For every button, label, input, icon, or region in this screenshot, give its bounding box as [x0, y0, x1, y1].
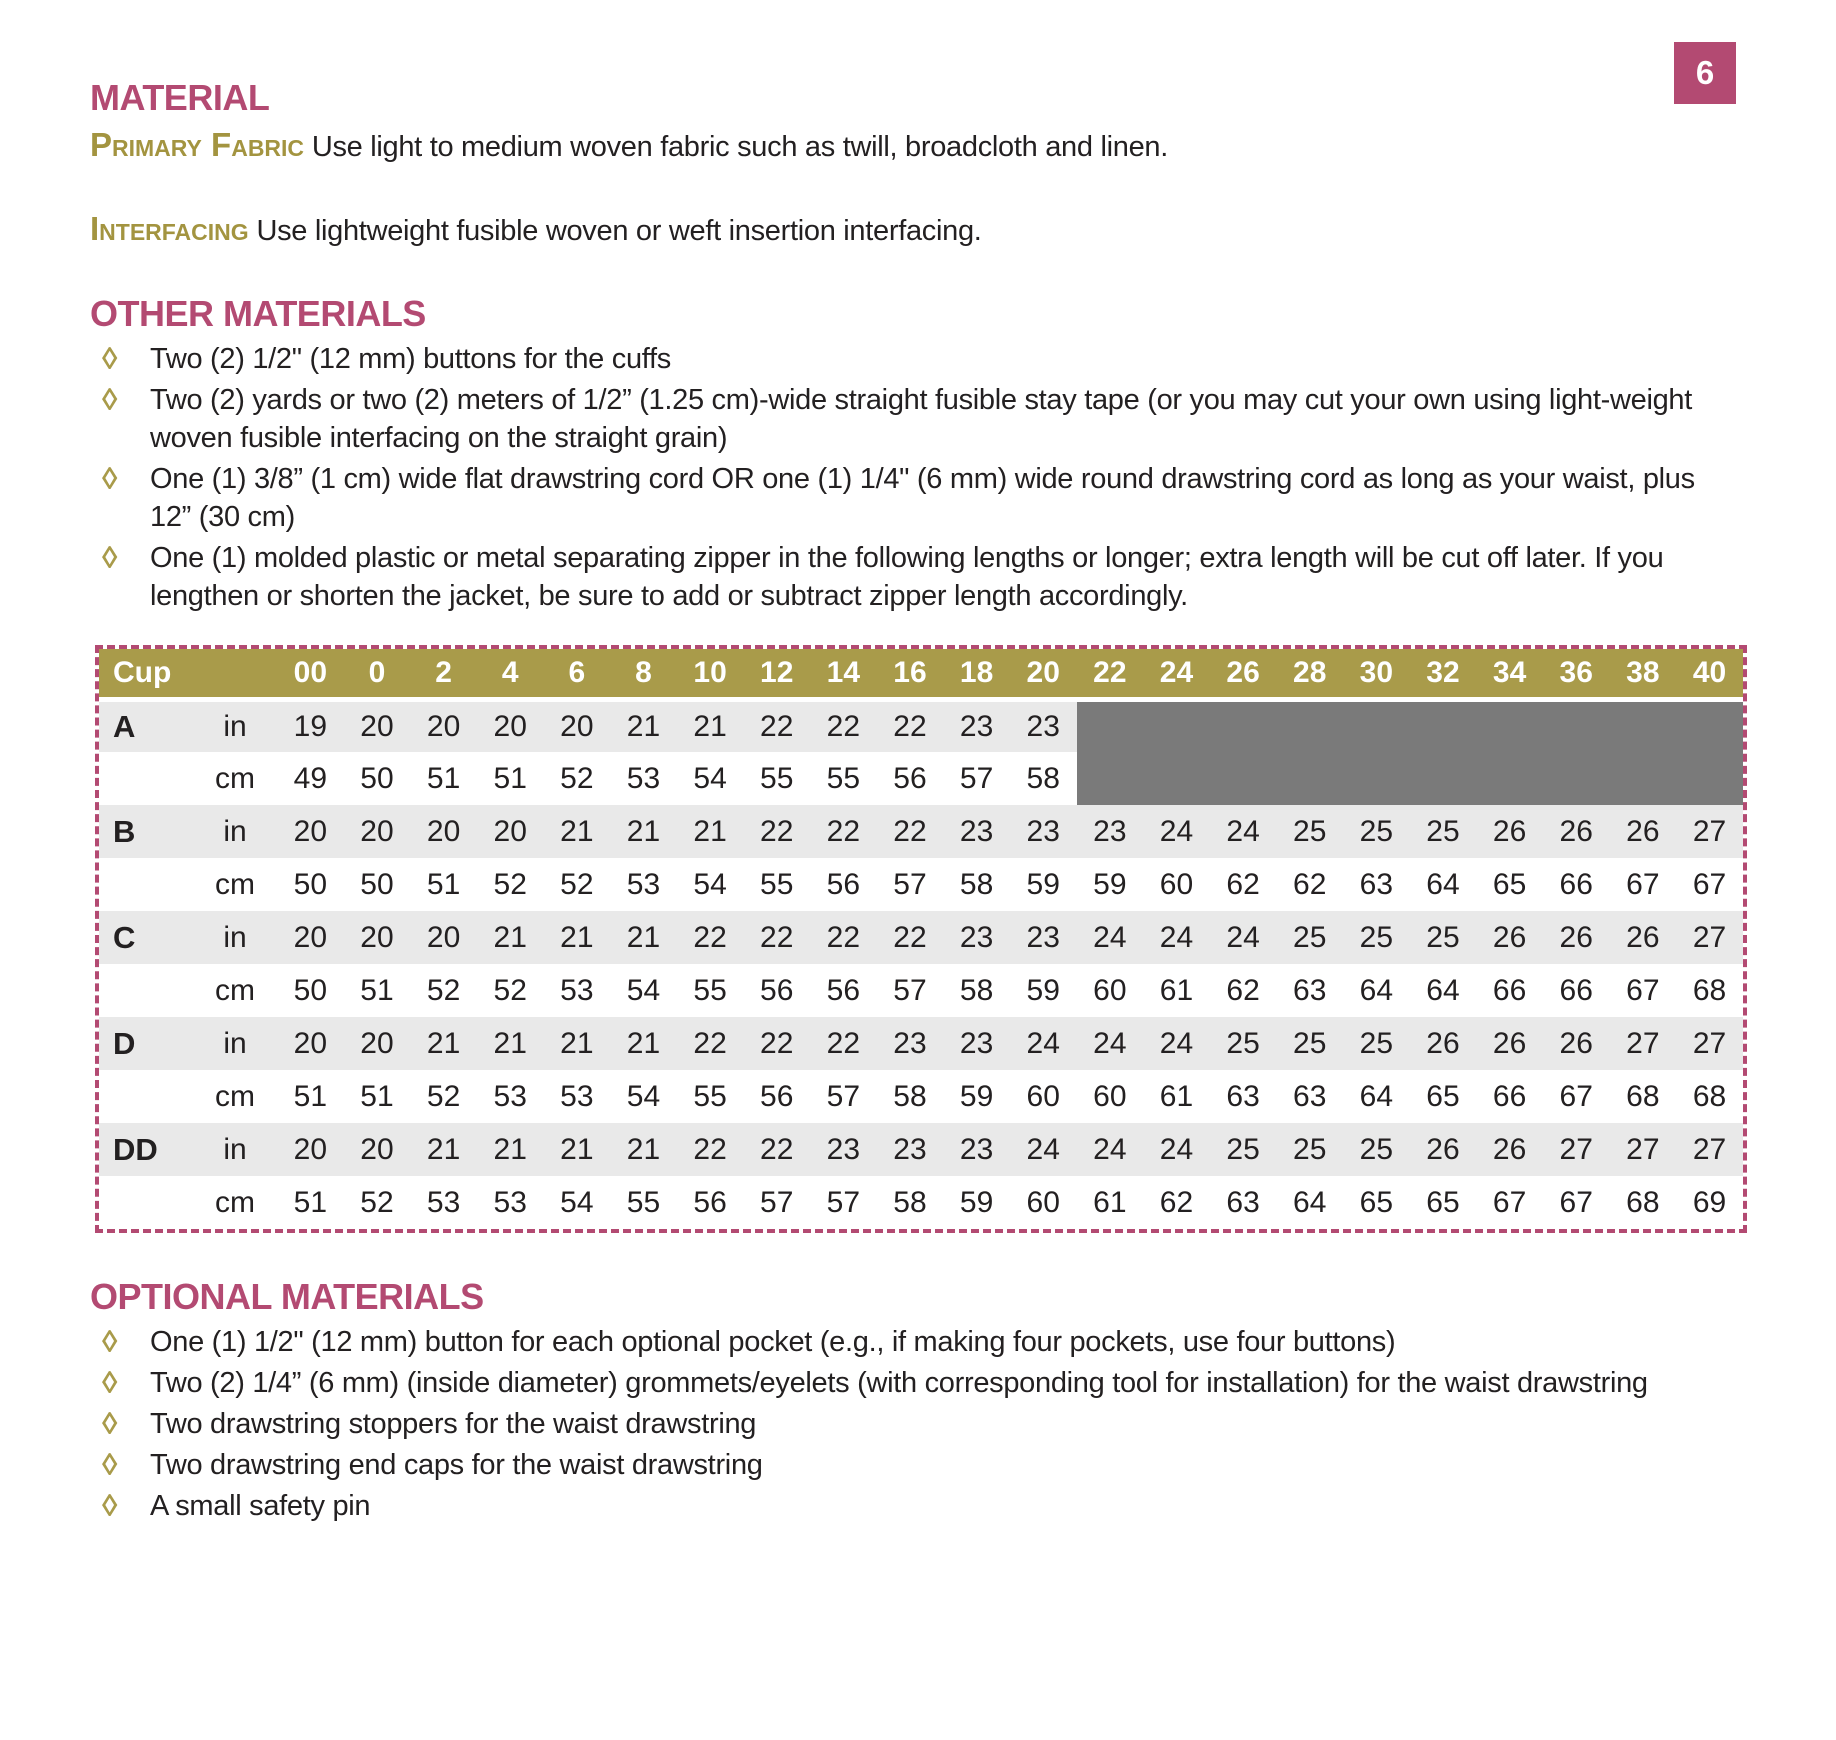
blocked-cell [1077, 699, 1743, 752]
size-table-row [99, 911, 1743, 964]
size-value-cell: 20 [560, 709, 594, 743]
size-value-cell: 55 [693, 973, 727, 1007]
size-value-cell: 61 [1093, 1185, 1127, 1219]
diamond-bullet-icon: ◊ [102, 1365, 118, 1400]
size-column-header: 0 [344, 649, 411, 699]
unit-cell: in [223, 1026, 247, 1060]
size-value-cell: 68 [1692, 973, 1727, 1007]
optional-materials-item-text: One (1) 1/2" (12 mm) button for each optional pocket (e.g., if making four pockets, use four buttons) [150, 1326, 1396, 1358]
size-value-cell: 61 [1159, 973, 1194, 1007]
size-value-cell: 53 [560, 973, 594, 1007]
size-value-cell: 53 [626, 867, 661, 901]
size-value-cell: 20 [493, 814, 527, 848]
size-value-cell: 51 [360, 973, 394, 1007]
size-value-cell: 20 [426, 709, 461, 743]
size-value-cell: 20 [360, 709, 394, 743]
size-column-header: 38 [1610, 649, 1677, 699]
size-value-cell: 19 [293, 709, 328, 743]
size-value-cell: 24 [1026, 1132, 1060, 1166]
size-value-cell: 23 [959, 814, 994, 848]
size-value-cell: 67 [1692, 867, 1727, 901]
size-value-cell: 67 [1559, 1079, 1593, 1113]
size-value-cell: 24 [1226, 920, 1260, 954]
size-value-cell: 52 [426, 1079, 461, 1113]
size-value-cell: 23 [959, 709, 994, 743]
size-value-cell: 51 [426, 761, 461, 795]
size-value-cell: 54 [560, 1185, 594, 1219]
size-value-cell: 49 [293, 761, 328, 795]
size-value-cell: 63 [1293, 973, 1327, 1007]
size-value-cell: 50 [360, 867, 394, 901]
size-value-cell: 25 [1293, 1026, 1327, 1060]
size-value-cell: 22 [760, 709, 794, 743]
size-value-cell: 21 [426, 1132, 461, 1166]
size-value-cell: 20 [360, 1132, 394, 1166]
size-value-cell: 23 [1093, 814, 1127, 848]
unit-cell: cm [215, 973, 255, 1007]
size-value-cell: 67 [1492, 1185, 1527, 1219]
other-materials-list [90, 340, 1744, 615]
size-value-cell: 55 [760, 761, 794, 795]
size-value-cell: 27 [1626, 1132, 1660, 1166]
size-value-cell: 66 [1559, 867, 1593, 901]
size-value-cell: 51 [360, 1079, 394, 1113]
unit-cell: cm [215, 761, 255, 795]
size-value-cell: 53 [626, 761, 661, 795]
other-materials-item [90, 340, 1730, 378]
size-value-cell: 66 [1492, 973, 1527, 1007]
other-materials-item-text: One (1) 3/8” (1 cm) wide flat drawstring cord OR one (1) 1/4" (6 mm) wide round drawstring cord as long as your waist, plus 12” (30 cm) [150, 463, 1695, 533]
size-value-cell: 64 [1359, 1079, 1394, 1113]
size-value-cell: 65 [1492, 867, 1527, 901]
primary-fabric-line [90, 126, 1744, 166]
size-column-header: 4 [477, 649, 544, 699]
size-value-cell: 23 [959, 1026, 994, 1060]
optional-materials-item-text: Two drawstring end caps for the waist drawstring [150, 1449, 763, 1481]
diamond-bullet-icon: ◊ [102, 461, 118, 496]
diamond-bullet-icon: ◊ [102, 1324, 118, 1359]
size-value-cell: 20 [360, 814, 394, 848]
size-value-cell: 60 [1026, 1185, 1060, 1219]
size-value-cell: 56 [826, 867, 861, 901]
size-value-cell: 24 [1159, 1132, 1194, 1166]
size-value-cell: 26 [1626, 920, 1660, 954]
diamond-bullet-icon: ◊ [102, 540, 118, 575]
size-value-cell: 57 [760, 1185, 794, 1219]
size-value-cell: 23 [1026, 920, 1060, 954]
cup-label-cell [99, 1176, 193, 1229]
size-value-cell: 24 [1093, 1132, 1127, 1166]
size-value-cell: 64 [1359, 973, 1394, 1007]
size-value-cell: 21 [626, 920, 661, 954]
size-value-cell: 23 [893, 1132, 927, 1166]
size-value-cell: 67 [1559, 1185, 1593, 1219]
size-value-cell: 25 [1426, 920, 1460, 954]
size-column-header: 36 [1543, 649, 1610, 699]
size-value-cell: 21 [493, 1026, 527, 1060]
size-column-header: 2 [410, 649, 477, 699]
size-value-cell: 20 [360, 1026, 394, 1060]
cup-label-cell: DD [113, 1131, 158, 1167]
size-value-cell: 54 [693, 867, 727, 901]
size-column-header: 30 [1343, 649, 1410, 699]
size-value-cell: 22 [693, 1026, 727, 1060]
size-value-cell: 26 [1492, 1132, 1527, 1166]
size-value-cell: 26 [1426, 1132, 1460, 1166]
size-value-cell: 51 [293, 1079, 328, 1113]
size-value-cell: 21 [693, 709, 727, 743]
size-column-header: 12 [743, 649, 810, 699]
size-value-cell: 21 [626, 1026, 661, 1060]
size-table-row [99, 1176, 1743, 1229]
diamond-bullet-icon: ◊ [102, 1488, 118, 1523]
size-value-cell: 62 [1226, 973, 1260, 1007]
size-value-cell: 25 [1226, 1132, 1260, 1166]
size-value-cell: 62 [1226, 867, 1260, 901]
size-table-row [99, 858, 1743, 911]
size-value-cell: 59 [959, 1185, 994, 1219]
size-column-header: 20 [1010, 649, 1077, 699]
size-value-cell: 25 [1359, 1132, 1394, 1166]
size-value-cell: 22 [760, 1132, 794, 1166]
size-table-row [99, 805, 1743, 858]
size-value-cell: 21 [626, 709, 661, 743]
size-value-cell: 60 [1159, 867, 1194, 901]
size-value-cell: 26 [1426, 1026, 1460, 1060]
size-value-cell: 22 [693, 1132, 727, 1166]
size-value-cell: 53 [493, 1079, 527, 1113]
interfacing-line [90, 210, 1744, 250]
unit-cell: cm [215, 1185, 255, 1219]
size-value-cell: 25 [1293, 1132, 1327, 1166]
size-value-cell: 22 [826, 920, 861, 954]
cup-header-cell: Cup [99, 649, 277, 699]
unit-cell: cm [215, 867, 255, 901]
size-value-cell: 50 [360, 761, 394, 795]
size-value-cell: 20 [360, 920, 394, 954]
size-value-cell: 52 [493, 867, 527, 901]
size-value-cell: 62 [1159, 1185, 1194, 1219]
size-value-cell: 27 [1692, 814, 1727, 848]
size-value-cell: 27 [1559, 1132, 1593, 1166]
optional-materials-item [90, 1364, 1730, 1402]
size-value-cell: 57 [893, 973, 927, 1007]
size-column-header: 40 [1676, 649, 1743, 699]
size-value-cell: 56 [826, 973, 861, 1007]
size-table-row [99, 1017, 1743, 1070]
size-value-cell: 65 [1426, 1079, 1460, 1113]
cup-label-cell [99, 752, 193, 805]
size-value-cell: 20 [293, 920, 328, 954]
size-value-cell: 25 [1426, 814, 1460, 848]
size-column-header: 24 [1143, 649, 1210, 699]
size-value-cell: 51 [293, 1185, 328, 1219]
cup-label-cell [99, 858, 193, 911]
cup-label-cell: B [113, 813, 136, 849]
size-value-cell: 22 [693, 920, 727, 954]
size-value-cell: 20 [293, 1026, 328, 1060]
size-value-cell: 50 [293, 973, 328, 1007]
size-value-cell: 23 [959, 1132, 994, 1166]
size-value-cell: 21 [626, 814, 661, 848]
size-value-cell: 66 [1492, 1079, 1527, 1113]
size-value-cell: 26 [1492, 920, 1527, 954]
blocked-cell [1077, 752, 1743, 805]
size-value-cell: 58 [893, 1079, 927, 1113]
size-value-cell: 56 [760, 973, 794, 1007]
size-value-cell: 60 [1093, 1079, 1127, 1113]
size-column-header: 34 [1476, 649, 1543, 699]
other-materials-item [90, 381, 1730, 457]
size-value-cell: 63 [1293, 1079, 1327, 1113]
size-value-cell: 25 [1293, 814, 1327, 848]
size-value-cell: 26 [1492, 1026, 1527, 1060]
size-value-cell: 58 [959, 973, 994, 1007]
optional-materials-item-text: Two drawstring stoppers for the waist drawstring [150, 1408, 757, 1440]
size-value-cell: 52 [493, 973, 527, 1007]
interfacing-label: Interfacing [90, 210, 249, 247]
size-value-cell: 21 [560, 1026, 594, 1060]
size-value-cell: 57 [893, 867, 927, 901]
size-value-cell: 26 [1626, 814, 1660, 848]
size-value-cell: 63 [1226, 1079, 1260, 1113]
page-number-badge: 6 [1674, 42, 1736, 104]
size-value-cell: 23 [1026, 709, 1060, 743]
size-value-cell: 20 [293, 814, 328, 848]
size-value-cell: 59 [959, 1079, 994, 1113]
size-value-cell: 23 [1026, 814, 1060, 848]
size-column-header: 32 [1410, 649, 1477, 699]
size-value-cell: 24 [1093, 920, 1127, 954]
size-value-cell: 59 [1026, 973, 1060, 1007]
size-value-cell: 23 [959, 920, 994, 954]
size-table-row [99, 752, 1743, 805]
size-value-cell: 20 [426, 814, 461, 848]
size-value-cell: 65 [1359, 1185, 1394, 1219]
size-value-cell: 23 [826, 1132, 861, 1166]
optional-materials-item [90, 1405, 1730, 1443]
optional-materials-list [90, 1323, 1744, 1525]
size-value-cell: 22 [893, 814, 927, 848]
size-value-cell: 54 [626, 1079, 661, 1113]
size-value-cell: 52 [426, 973, 461, 1007]
cup-label-cell [99, 1070, 193, 1123]
size-value-cell: 58 [1026, 761, 1060, 795]
size-value-cell: 27 [1626, 1026, 1660, 1060]
cup-label-cell: D [113, 1025, 136, 1061]
size-column-header: 00 [277, 649, 344, 699]
primary-fabric-text: Use light to medium woven fabric such as twill, broadcloth and linen. [311, 131, 1168, 163]
size-value-cell: 21 [626, 1132, 661, 1166]
size-value-cell: 66 [1559, 973, 1593, 1007]
size-value-cell: 68 [1692, 1079, 1727, 1113]
size-value-cell: 22 [760, 1026, 794, 1060]
size-value-cell: 54 [626, 973, 661, 1007]
size-value-cell: 57 [826, 1185, 861, 1219]
size-value-cell: 56 [760, 1079, 794, 1113]
size-column-header: 22 [1077, 649, 1144, 699]
size-value-cell: 22 [826, 709, 861, 743]
unit-cell: in [223, 1132, 247, 1166]
size-column-header: 16 [877, 649, 944, 699]
size-value-cell: 50 [293, 867, 328, 901]
optional-materials-item-text: A small safety pin [150, 1490, 371, 1522]
unit-cell: in [223, 814, 247, 848]
size-value-cell: 52 [560, 761, 594, 795]
size-table-row [99, 1070, 1743, 1123]
size-value-cell: 53 [493, 1185, 527, 1219]
size-value-cell: 24 [1026, 1026, 1060, 1060]
size-value-cell: 24 [1159, 814, 1194, 848]
size-value-cell: 63 [1359, 867, 1394, 901]
cup-label-cell: C [113, 919, 136, 955]
size-value-cell: 65 [1426, 1185, 1460, 1219]
size-value-cell: 24 [1226, 814, 1260, 848]
size-column-header: 18 [943, 649, 1010, 699]
size-value-cell: 60 [1093, 973, 1127, 1007]
size-value-cell: 53 [426, 1185, 461, 1219]
size-value-cell: 51 [493, 761, 527, 795]
interfacing-text: Use lightweight fusible woven or weft insertion interfacing. [256, 215, 982, 247]
size-column-header: 26 [1210, 649, 1277, 699]
diamond-bullet-icon: ◊ [102, 1406, 118, 1441]
size-column-header: 6 [544, 649, 611, 699]
size-value-cell: 21 [560, 814, 594, 848]
size-column-header: 14 [810, 649, 877, 699]
optional-materials-item-text: Two (2) 1/4” (6 mm) (inside diameter) grommets/eyelets (with corresponding tool for installation) for the waist drawstring [150, 1367, 1648, 1399]
size-value-cell: 24 [1093, 1026, 1127, 1060]
unit-cell: cm [215, 1079, 255, 1113]
size-value-cell: 20 [293, 1132, 328, 1166]
other-materials-item [90, 539, 1730, 615]
optional-materials-item [90, 1323, 1730, 1361]
size-value-cell: 21 [693, 814, 727, 848]
material-heading: MATERIAL [90, 77, 270, 118]
size-value-cell: 67 [1626, 973, 1660, 1007]
size-value-cell: 22 [760, 814, 794, 848]
size-value-cell: 59 [1093, 867, 1127, 901]
size-column-header: 10 [677, 649, 744, 699]
size-value-cell: 21 [493, 920, 527, 954]
size-value-cell: 22 [893, 709, 927, 743]
size-value-cell: 21 [560, 920, 594, 954]
optional-materials-item [90, 1446, 1730, 1484]
size-value-cell: 26 [1559, 920, 1593, 954]
optional-materials-item [90, 1487, 1730, 1525]
size-value-cell: 55 [626, 1185, 661, 1219]
size-value-cell: 64 [1426, 973, 1460, 1007]
size-table-header-row [99, 649, 1743, 699]
size-table-row [99, 964, 1743, 1017]
size-column-header: 8 [610, 649, 677, 699]
size-value-cell: 22 [893, 920, 927, 954]
size-value-cell: 57 [826, 1079, 861, 1113]
size-value-cell: 56 [893, 761, 927, 795]
size-value-cell: 52 [360, 1185, 394, 1219]
size-value-cell: 69 [1692, 1185, 1727, 1219]
size-value-cell: 22 [826, 814, 861, 848]
size-value-cell: 51 [426, 867, 461, 901]
size-value-cell: 68 [1626, 1079, 1660, 1113]
size-value-cell: 26 [1559, 814, 1593, 848]
size-value-cell: 27 [1692, 1026, 1727, 1060]
size-value-cell: 55 [693, 1079, 727, 1113]
size-value-cell: 55 [826, 761, 861, 795]
size-value-cell: 52 [560, 867, 594, 901]
size-value-cell: 56 [693, 1185, 727, 1219]
size-value-cell: 62 [1293, 867, 1327, 901]
size-value-cell: 61 [1159, 1079, 1194, 1113]
diamond-bullet-icon: ◊ [102, 1447, 118, 1482]
unit-cell: in [223, 920, 247, 954]
size-value-cell: 25 [1359, 814, 1394, 848]
size-value-cell: 54 [693, 761, 727, 795]
cup-size-table [95, 645, 1747, 1233]
size-value-cell: 58 [893, 1185, 927, 1219]
size-value-cell: 22 [760, 920, 794, 954]
other-materials-item-text: One (1) molded plastic or metal separating zipper in the following lengths or longer; extra length will be cut off later. If you lengthen or shorten the jacket, be sure to add or subtract zipper length accordingly. [150, 542, 1664, 612]
size-column-header: 28 [1276, 649, 1343, 699]
size-value-cell: 24 [1159, 920, 1194, 954]
size-value-cell: 63 [1226, 1185, 1260, 1219]
size-value-cell: 20 [426, 920, 461, 954]
size-value-cell: 25 [1359, 1026, 1394, 1060]
size-value-cell: 26 [1492, 814, 1527, 848]
cup-label-cell [99, 964, 193, 1017]
size-table [99, 649, 1743, 1229]
size-value-cell: 26 [1559, 1026, 1593, 1060]
size-table-row [99, 699, 1743, 752]
size-value-cell: 58 [959, 867, 994, 901]
size-value-cell: 57 [959, 761, 994, 795]
size-value-cell: 20 [493, 709, 527, 743]
other-materials-heading: OTHER MATERIALS [90, 293, 426, 334]
size-value-cell: 53 [560, 1079, 594, 1113]
size-value-cell: 21 [426, 1026, 461, 1060]
size-value-cell: 67 [1626, 867, 1660, 901]
other-materials-item-text: Two (2) 1/2" (12 mm) buttons for the cuffs [150, 343, 671, 375]
size-value-cell: 59 [1026, 867, 1060, 901]
optional-materials-heading: OPTIONAL MATERIALS [90, 1276, 484, 1317]
size-table-row [99, 1123, 1743, 1176]
diamond-bullet-icon: ◊ [102, 382, 118, 417]
size-value-cell: 64 [1426, 867, 1460, 901]
size-value-cell: 23 [893, 1026, 927, 1060]
other-materials-item [90, 460, 1730, 536]
size-value-cell: 22 [826, 1026, 861, 1060]
size-value-cell: 68 [1626, 1185, 1660, 1219]
size-value-cell: 24 [1159, 1026, 1194, 1060]
size-value-cell: 25 [1226, 1026, 1260, 1060]
size-value-cell: 21 [560, 1132, 594, 1166]
cup-label-cell: A [113, 708, 136, 744]
size-value-cell: 27 [1692, 920, 1727, 954]
size-value-cell: 55 [760, 867, 794, 901]
size-value-cell: 21 [493, 1132, 527, 1166]
other-materials-item-text: Two (2) yards or two (2) meters of 1/2” (1.25 cm)-wide straight fusible stay tape (or you may cut your own using light-weight woven fusible interfacing on the straight grain) [150, 384, 1693, 454]
diamond-bullet-icon: ◊ [102, 341, 118, 376]
size-value-cell: 60 [1026, 1079, 1060, 1113]
unit-cell: in [223, 709, 247, 743]
primary-fabric-label: Primary Fabric [90, 126, 305, 163]
size-value-cell: 25 [1359, 920, 1394, 954]
size-value-cell: 64 [1293, 1185, 1327, 1219]
size-value-cell: 27 [1692, 1132, 1727, 1166]
size-value-cell: 25 [1293, 920, 1327, 954]
